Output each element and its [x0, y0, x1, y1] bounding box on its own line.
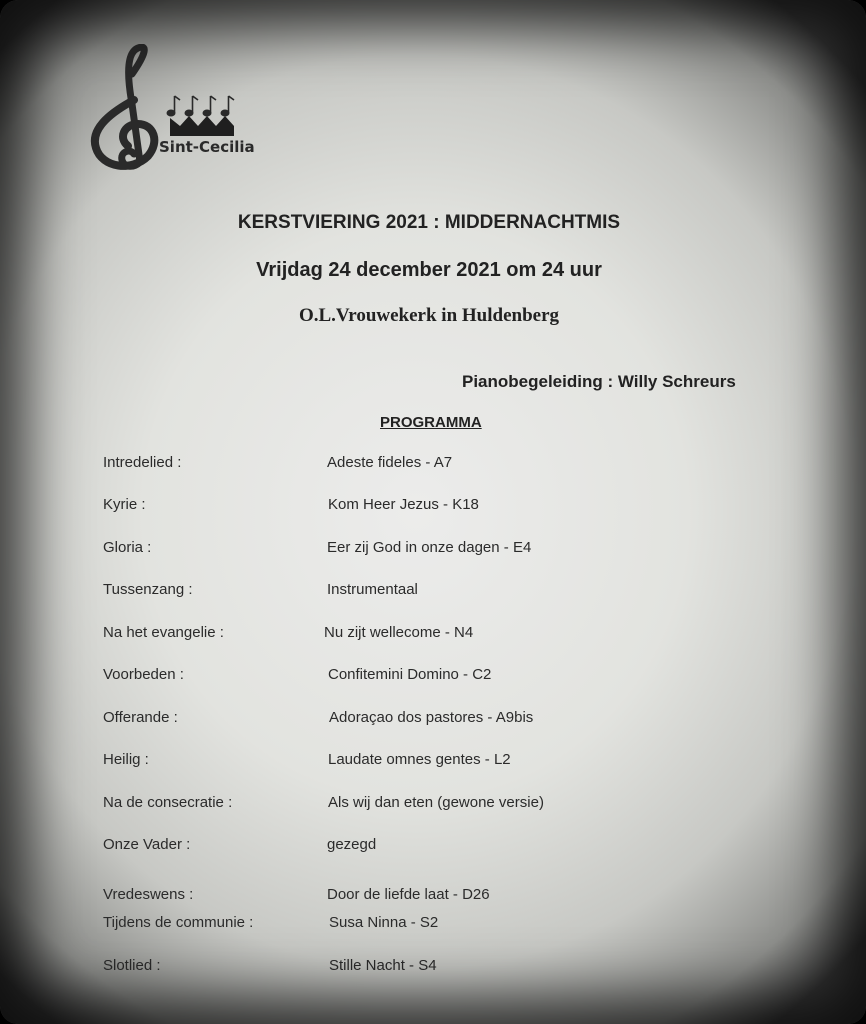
program-item-label: Gloria :: [103, 539, 152, 556]
program-item-slotlied: [0, 957, 866, 979]
event-title: KERSTVIERING 2021 : MIDDERNACHTMIS: [237, 212, 621, 233]
program-item-label: Tussenzang :: [103, 581, 193, 598]
program-item-value: Eer zij God in onze dagen - E4: [327, 539, 532, 556]
program-item-value: Instrumentaal: [327, 581, 418, 598]
program-item-value: Door de liefde laat - D26: [327, 886, 490, 903]
program-heading: PROGRAMMA: [380, 414, 482, 431]
program-item-offerande: [0, 709, 866, 731]
program-item-value: Kom Heer Jezus - K18: [328, 496, 479, 513]
program-item-gloria: [0, 539, 866, 561]
program-item-intredelied: [0, 454, 866, 476]
program-item-label: Vredeswens :: [103, 886, 194, 903]
program-item-value: Adoraçao dos pastores - A9bis: [329, 709, 534, 726]
program-item-evangelie: [0, 624, 866, 646]
program-item-label: Voorbeden :: [103, 666, 184, 683]
treble-clef-icon: [88, 44, 263, 184]
program-item-label: Na het evangelie :: [103, 624, 224, 641]
program-item-value: Susa Ninna - S2: [329, 914, 439, 931]
program-item-voorbeden: [0, 666, 866, 688]
program-item-tussenzang: [0, 581, 866, 603]
sint-cecilia-logo: [88, 44, 263, 184]
program-item-label: Kyrie :: [103, 496, 146, 513]
program-item-label: Tijdens de communie :: [103, 914, 254, 931]
program-item-value: Confitemini Domino - C2: [328, 666, 492, 683]
program-item-value: Nu zijt wellecome - N4: [324, 624, 474, 641]
program-item-heilig: [0, 751, 866, 773]
program-item-label: Heilig :: [103, 751, 149, 768]
event-location: O.L.Vrouwekerk in Huldenberg: [298, 305, 560, 326]
program-item-label: Offerande :: [103, 709, 178, 726]
program-item-vredeswens: [0, 886, 866, 908]
program-item-consecratie: [0, 794, 866, 816]
piano-accompaniment: Pianobegeleiding : Willy Schreurs: [462, 372, 736, 391]
program-item-label: Slotlied :: [103, 957, 161, 974]
program-item-value: gezegd: [327, 836, 377, 853]
program-item-value: Adeste fideles - A7: [327, 454, 453, 471]
program-item-label: Intredelied :: [103, 454, 182, 471]
program-item-value: Laudate omnes gentes - L2: [328, 751, 511, 768]
program-item-communie: [0, 914, 866, 936]
program-item-value: Stille Nacht - S4: [329, 957, 437, 974]
event-date: Vrijdag 24 december 2021 om 24 uur: [256, 259, 602, 281]
program-item-value: Als wij dan eten (gewone versie): [328, 794, 544, 811]
program-item-onze-vader: [0, 836, 866, 858]
program-item-label: Na de consecratie :: [103, 794, 233, 811]
logo-label: Sint-Cecilia: [159, 138, 255, 156]
program-item-label: Onze Vader :: [103, 836, 191, 853]
program-item-kyrie: [0, 496, 866, 518]
